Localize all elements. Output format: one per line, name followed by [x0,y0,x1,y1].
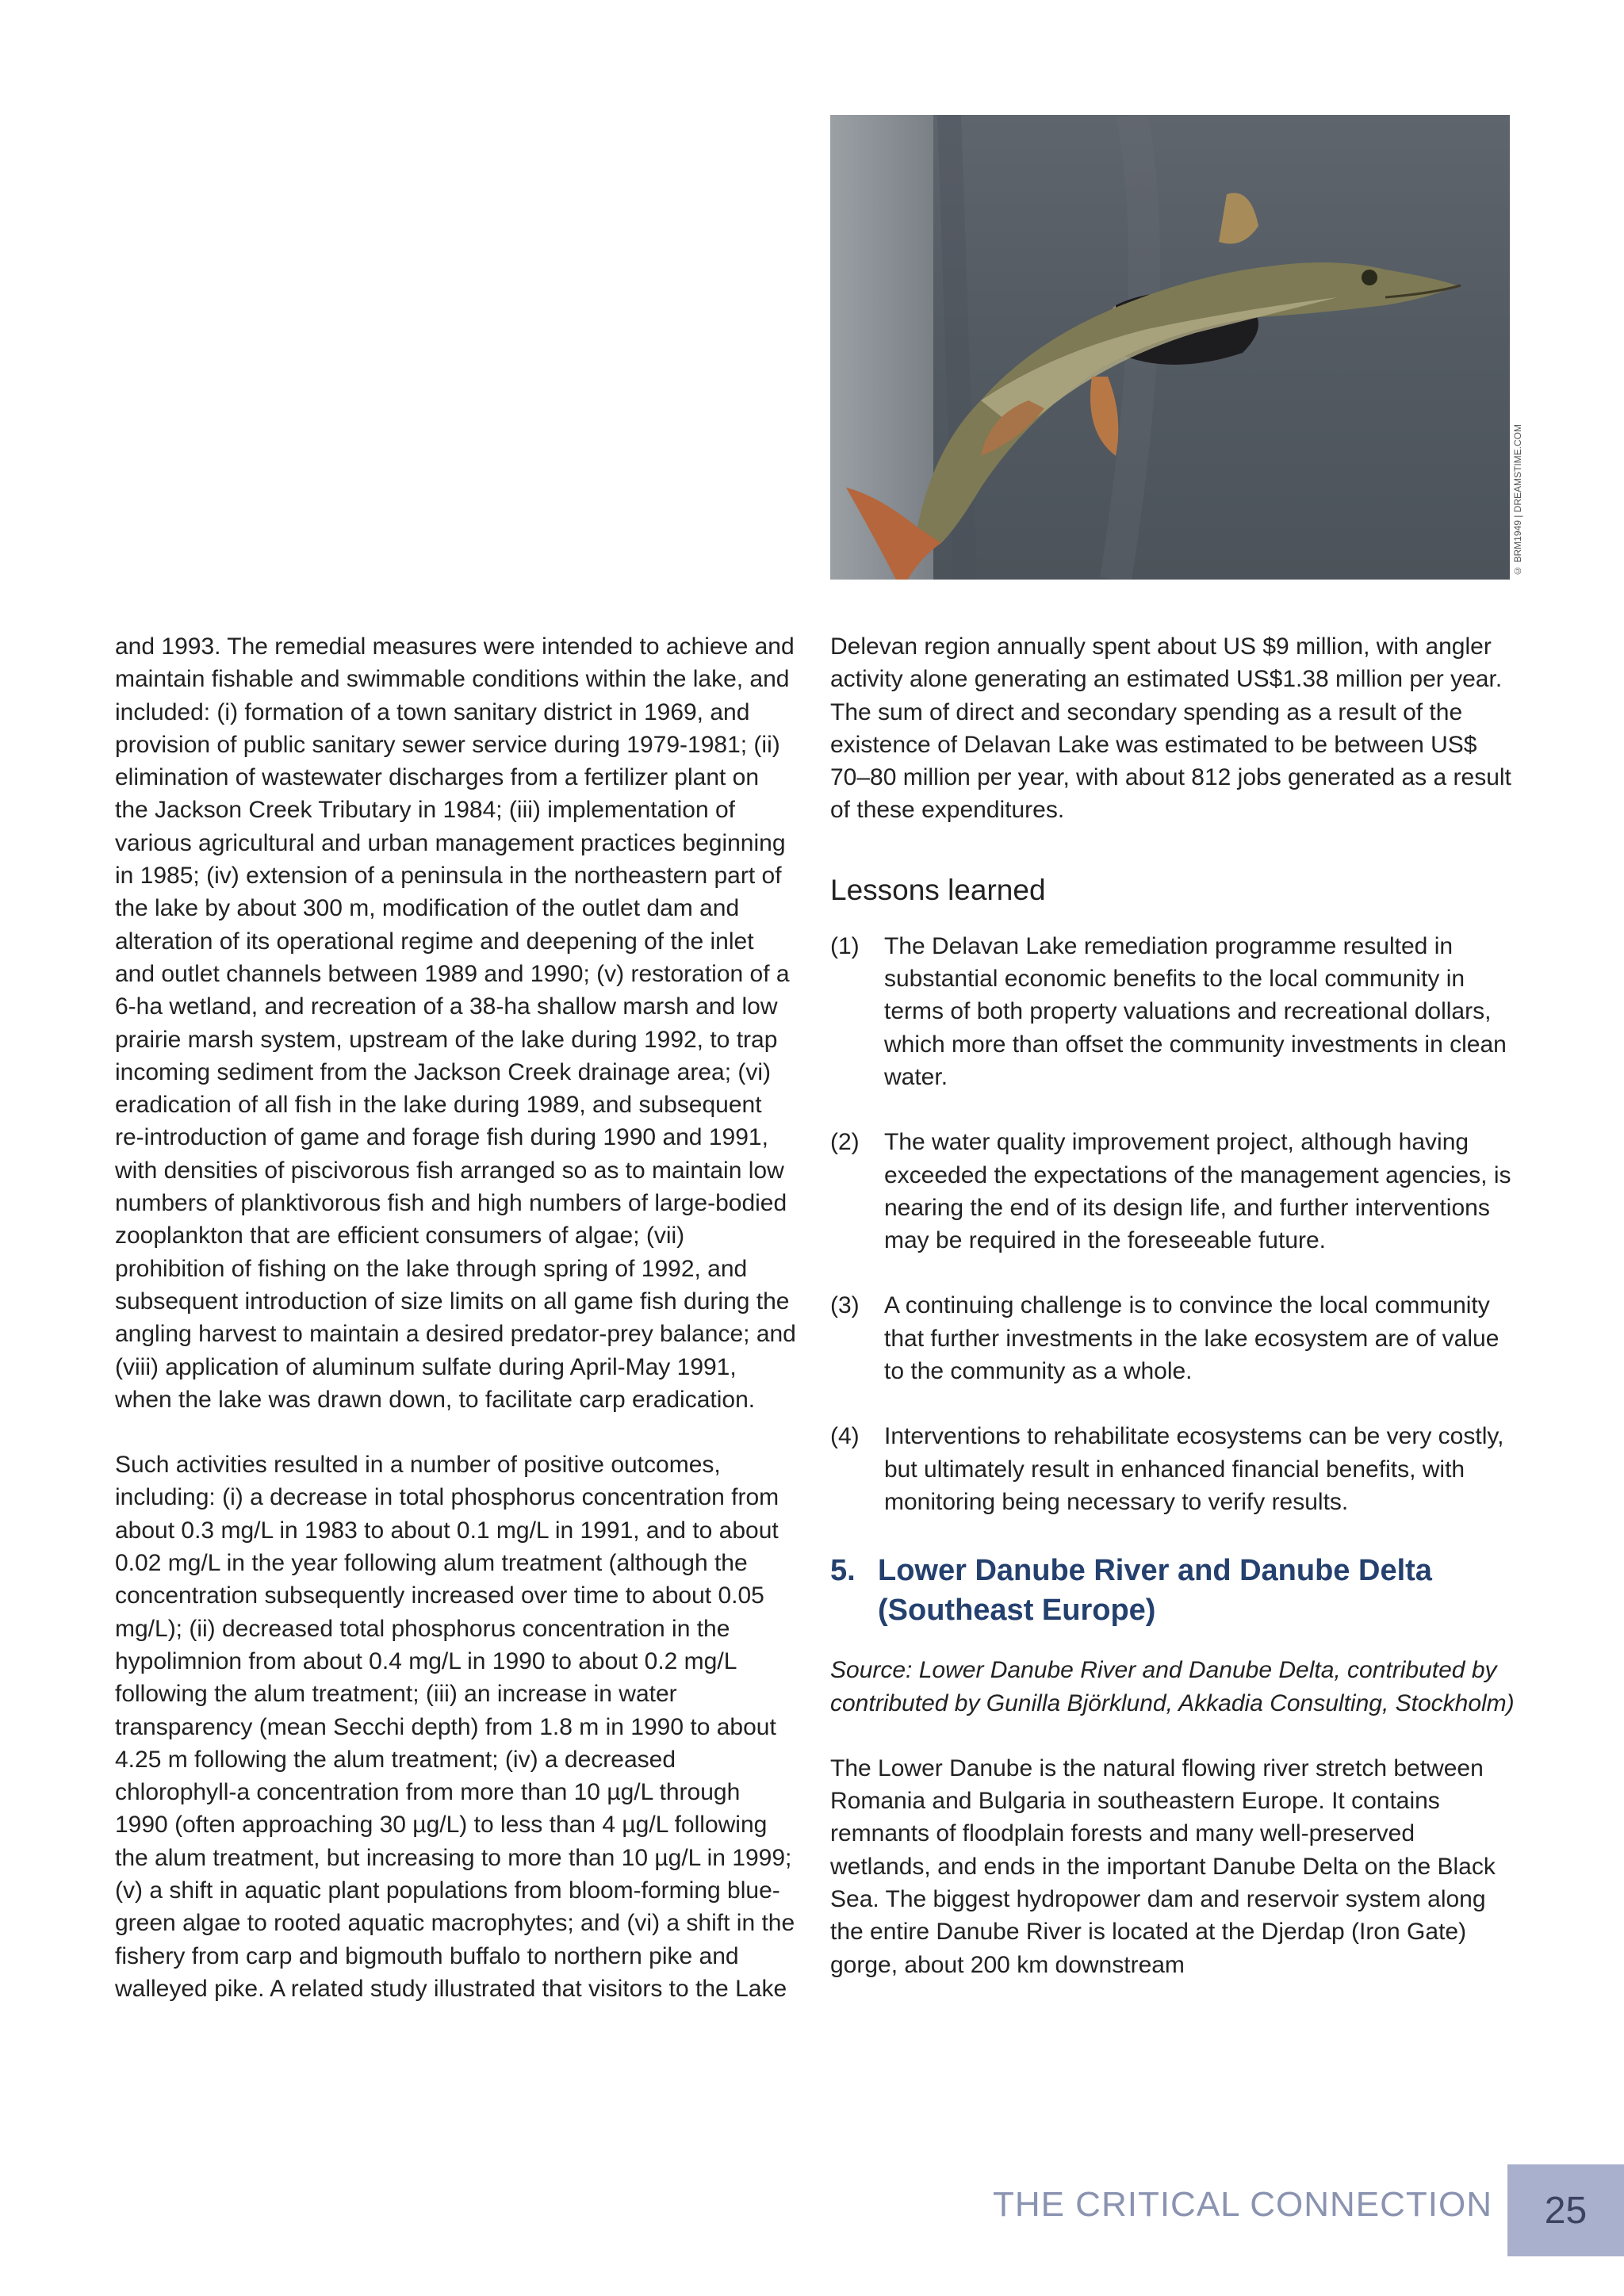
intro-paragraph: Delevan region annually spent about US $9 million, with angler activity alone generating an estimated US$1.38 million per year. The sum of direct and secondary spending as a result of the existence of Delavan Lake was estimated to be between US$ 70–80 million per year, with about 812 jobs generated as a result of these expenditures. [830,633,1511,824]
list-item [830,1420,1520,1518]
list-text: The water quality improvement project, although having exceeded the expectations of the management agencies, is nearing the end of its design life, and further interventions may be required in the foreseeable future. [884,1129,1511,1254]
pike-photo [830,115,1510,580]
list-number: (4) [830,1423,860,1450]
list-text: A continuing challenge is to convince the local community that further investments in the lake ecosystem are of value to the community as a whole. [884,1292,1500,1385]
list-text: The Delavan Lake remediation programme resulted in substantial economic benefits to the local community in terms of both property valuations and recreational dollars, which more than offset the community investments in clean water. [884,932,1507,1090]
fish-illustration [830,115,1510,580]
list-number: (1) [830,932,860,959]
list-text: Interventions to rehabilitate ecosystems can be very costly, but ultimately result in enhanced financial benefits, with monitoring being necessary to verify results. [884,1423,1504,1515]
list-number: (2) [830,1129,860,1156]
page-footer [0,2164,1624,2256]
photo-credit-text: © BRM1949 | DREAMSTIME.COM [1512,424,1523,576]
left-column [115,630,797,2005]
body-paragraph: and 1993. The remedial measures were intended to achieve and maintain fishable and swimmable conditions within the lake, and included: (i) formation of a town sanitary district in 1969, and provision of public sanitary sewer service during 1979-1981; (ii) elimination of wastewater discharges from a fertilizer plant on the Jackson Creek Tributary in 1984; (iii) implementation of various agricultural and urban management practices beginning in 1985; (iv) extension of a peninsula in the northeastern part of the lake by about 300 m, modification of the outlet dam and alteration of its operational regime and deepening of the inlet and outlet channels between 1989 and 1990; (v) restoration of a 6-ha wetland, and recreation of a 38-ha shallow marsh and low prairie marsh system, upstream of the lake during 1992, to trap incoming sediment from the Jackson Creek drainage area; (vi) eradication of all fish in the lake during 1989, and subsequent re-introduction of game and forage fish during 1990 and 1991, with densities of piscivorous fish arranged so as to maintain low numbers of planktivorous fish and high numbers of large-bodied zooplankton that are efficient consumers of algae; (vii) prohibition of fishing on the lake through spring of 1992, and subsequent introduction of size limits on all game fish during the angling harvest to maintain a desired predator-prey balance; and (viii) application of aluminum sulfate during April-May 1991, when the lake was drawn down, to facilitate carp eradication. [115,633,796,1413]
list-item [830,1289,1520,1387]
lessons-heading: Lessons learned [830,873,1046,906]
section-number: 5. [830,1554,856,1588]
list-item [830,930,1520,1093]
page-number: 25 [1507,2164,1624,2256]
photo-credit [1510,115,1526,580]
body-paragraph: Such activities resulted in a number of positive outcomes, including: (i) a decrease in total phosphorus concentration from about 0.3 mg/L in 1983 to about 0.1 mg/L in 1991, and to about 0.02 mg/L in the year following alum treatment (although the concentration subsequently increased over time to about 0.05 mg/L); (ii) decreased total phosphorus concentration in the hypolimnion from about 0.4 mg/L in 1990 to about 0.2 mg/L following the alum treatment; (iii) an increase in water transparency (mean Secchi depth) from 1.8 m in 1990 to about 4.25 m following the alum treatment; (iv) a decreased chlorophyll-a concentration from more than 10 µg/L through 1990 (often approaching 30 µg/L) to less than 4 µg/L following the alum treatment, but increasing to more than 10 µg/L in 1999; (v) a shift in aquatic plant populations from bloom-forming blue-green algae to rooted aquatic macrophytes; and (vi) a shift in the fishery from carp and bigmouth buffalo to northern pike and walleyed pike. A related study illustrated that visitors to the Lake [115,1452,795,2002]
lessons-list [830,930,1520,1518]
body-paragraph: The Lower Danube is the natural flowing river stretch between Romania and Bulgaria in southeastern Europe. It contains remnants of floodplain forests and many well-preserved wetlands, and ends in the important Danube Delta on the Black Sea. The biggest hydropower dam and reservoir system along the entire Danube River is located at the Djerdap (Iron Gate) gorge, about 200 km downstream [830,1755,1496,1978]
list-number: (3) [830,1292,860,1319]
list-item [830,1126,1520,1257]
publication-title: THE CRITICAL CONNECTION [992,2185,1492,2224]
section-title: Lower Danube River and Danube Delta (Southeast Europe) [878,1554,1432,1628]
right-column [830,630,1520,1981]
source-note: Source: Lower Danube River and Danube Delta, contributed by contributed by Gunilla Björklund, Akkadia Consulting, Stockholm) [830,1657,1515,1716]
section-heading [830,1551,1520,1630]
